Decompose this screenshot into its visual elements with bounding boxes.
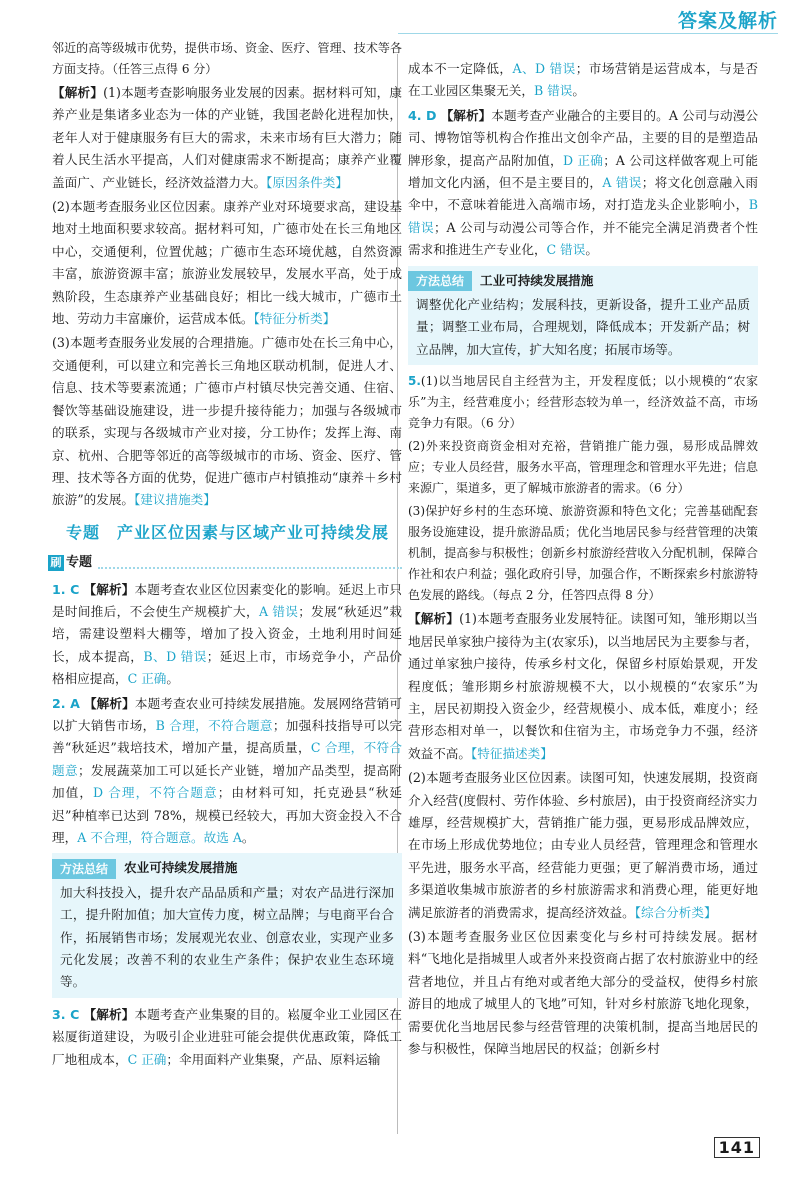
analysis-label: 【解析】 — [83, 1006, 135, 1022]
method-text: 加大科技投入，提升农产品品质和产量；对农产品进行深加工，提升附加值；加大宣传力度，树立品牌；与电商平台合作，拓展销售市场；发展观光农业、创意农业，实现产业多元化发展；改善不利的农业生产条件；保护农业生态环境等。 — [60, 884, 394, 990]
section-title: 专题 产业区位因素与区域产业可持续发展 — [66, 522, 390, 542]
q3-text: 。 — [572, 83, 585, 99]
q4-text: ；将文化创意融入雨伞中，不意味着能进入高端市场，对打造龙头企业影响小， — [408, 175, 759, 213]
analysis-text-3: (3)本题考查服务业发展的合理措施。广德市处在长三角中心，交通便利，可以建立和完善长三角地区联动机制，促进人才、信息、技术等要素流通；广德市卢村镇尽快完善交通、住宿、餐饮等基础设施建设，进一步提升接待能力；加强与各级城市的联系，实现与各级城市产业对接，分工协作；发挥上海、南京、杭州、合肥等邻近的高等级城市的市场、资金、医疗、管理、技术等各方面的优势，促进广德市卢村镇推动“康养＋乡村旅游”的发展。 — [52, 335, 402, 508]
method-badge: 方法总结 — [408, 271, 472, 291]
dotted-rule — [98, 557, 402, 569]
question-5-answer-1 — [408, 371, 758, 434]
question-4 — [408, 105, 758, 262]
question-3-continued — [408, 58, 758, 103]
practice-icon: 刷 — [48, 555, 64, 571]
question-5-answer-3: (3)保护好乡村的生态环境、旅游资源和特色文化；完善基础配套服务设施建设，提升旅游品质；优化当地居民参与经营管理的决策机制，提高参与积极性；创新乡村旅游经营收入分配机制，保障合作社和农户利益；强化政府引导，加强合作，不断探索乡村旅游特色发展的路线。（每点 2 分，任答四点得 8 分） — [408, 504, 758, 603]
practice-header — [48, 552, 402, 574]
analysis-label: 【解析】 — [83, 581, 135, 597]
q4-highlight: B 错误 — [408, 197, 758, 235]
header-rule — [398, 33, 778, 34]
q3-text: 本题考查产业集聚的目的。崧厦伞业工业园区在崧厦街道建设，为吸引企业进驻可能会提供优惠政策，降低工厂地租成本， — [52, 1006, 402, 1067]
tag-suggestion: 【建议措施类】 — [134, 492, 216, 508]
tag-feature-description: 【特征描述类】 — [470, 745, 553, 761]
left-column — [52, 38, 402, 1073]
tag-reason: 【原因条件类】 — [266, 174, 348, 190]
q4-text: 本题考查产业融合的主要目的。A 公司与动漫公司、博物馆等机构合作推出文创伞产品，主要的目的是塑造品牌形象，提高产品附加值， — [408, 107, 758, 168]
question-number: 5. — [408, 374, 421, 389]
method-header — [408, 270, 750, 292]
question-number: 2. A — [52, 695, 80, 711]
header-title: 答案及解析 — [677, 10, 778, 32]
method-header — [52, 857, 394, 879]
question-5-answer-2: (2)外来投资商资金相对充裕，营销推广能力强，易形成品牌效应；专业人员经营，服务水平高，管理理念和管理水平先进；信息来源广，渠道多，更了解城市旅游者的需求。（6 分） — [408, 439, 758, 496]
analysis-label: 【解析】 — [408, 611, 460, 627]
q4-text: ；A 公司这样做客观上可能增加文化内涵，但不是主要目的， — [408, 152, 758, 191]
q3-highlight: C 正确 — [127, 1051, 167, 1067]
q2-highlight: D 合理，不符合题意 — [93, 785, 218, 801]
analysis-label: 【解析】 — [83, 695, 135, 711]
analysis-paragraph-2 — [52, 196, 402, 330]
question-1 — [52, 579, 402, 691]
method-summary-box — [408, 266, 758, 366]
q5-answer-text: (1)以当地居民自主经营为主，开发程度低；以小规模的“农家乐”为主，经营难度小；经营形态较为单一，经济效益不高，市场竞争力有限。（6 分） — [408, 374, 758, 431]
q1-highlight: A 错误 — [258, 603, 299, 619]
question-3 — [52, 1004, 402, 1071]
q4-text: 。 — [585, 242, 598, 258]
q5-analysis-text: (1)本题考查服务业发展特征。读图可知，雏形期以当地居民单家独户接待为主(农家乐)，以当地居民为主要参与者，通过单家独户接待，传承乡村文化，保留乡村原始景观，开发程度低；雏形期乡村旅游规模不大，以小规模的“农家乐”为主，居民初期投入资金少，经营规模小、成本低，难度小；经营形态相对单一，以餐饮和住宿为主，市场竞争力不强，经济效益不高。 — [408, 611, 759, 761]
analysis-label: 【解析】 — [52, 85, 104, 100]
q3-text: ；伞用面料产业集聚，产品、原料运输 — [166, 1051, 381, 1067]
q2-highlight: B 合理，不符合题意 — [155, 717, 273, 733]
question-number: 1. C — [52, 581, 80, 597]
question-5-analysis-3: (3)本题考查服务业区位因素变化与乡村可持续发展。据材料“飞地化是指城里人或者外来投资商占据了农村旅游业中的经营者地位，并且占有绝对或者绝大部分的受益权，使得乡村旅游目的地成了城里人的飞地”可知，针对乡村旅游飞地化现象，需要优化当地居民参与经营管理的决策机制，提高当地居民的参与积极性，保障当地居民的权益；创新乡村 — [408, 928, 758, 1056]
analysis-text-1: (1)本题考查影响服务业发展的因素。据材料可知，康养产业是集诸多业态为一体的产业链，我国老龄化进程加快，老年人对于健康服务有巨大的需求，未来市场有巨大潜力；随着人民生活水平提高，人们对健康需求不断提高；康养产业覆盖面广、产业链长，经济效益潜力大。 — [52, 85, 403, 190]
q3-highlight: B 错误 — [533, 83, 573, 99]
q4-highlight: C 错误 — [546, 242, 586, 258]
q1-text: 。 — [166, 671, 179, 687]
question-number: 4. D — [408, 107, 437, 123]
question-5-analysis-2 — [408, 767, 758, 924]
tag-comprehensive: 【综合分析类】 — [634, 904, 717, 920]
analysis-text-2: (2)本题考查服务业区位因素。康养产业对环境要求高，建设基地对土地面积要求较高。据材料可知，广德市处在长三角地区中心，交通便利，位置优越；广德市生态环境优越，自然资源丰富，旅游资源丰富；旅游业发展较早，发展水平高，处于成熟阶段，生态康养产业基础良好；相比一线大城市，广德市土地、劳动力丰富廉价，运营成本低。 — [52, 199, 402, 327]
q4-highlight: A 错误 — [602, 175, 642, 191]
method-summary-box — [52, 853, 402, 997]
q2-highlight: A 不合理，符合题意。故选 A — [77, 830, 242, 845]
q3-text: ；市场营销是运营成本，与是否在工业园区集聚无关， — [408, 61, 759, 99]
q3-text: 成本不一定降低， — [408, 61, 513, 76]
question-2 — [52, 693, 402, 850]
q2-text: 本题考查农业可持续发展措施。发展网络营销可以扩大销售市场， — [52, 695, 402, 733]
q2-text: ；发展蔬菜加工可以延长产业链，增加产品类型，提高附加值， — [52, 762, 403, 801]
method-title: 工业可持续发展措施 — [480, 272, 594, 288]
q2-text: ；加强科技指导可以完善“秋延迟”栽培技术，增加产量，提高质量， — [52, 717, 403, 756]
q5-analysis-text: (2)本题考查服务业区位因素。读图可知，快速发展期，投资商介入经营(度假村、劳作体验、乡村旅居)，由于投资商经济实力雄厚，经营规模扩大，营销推广能力强，更易形成品牌效应，在市场上形成优势地位；由专业人员经营，管理理念和管理水平先进，服务水平高，经营能力更强；更了解消费市场，通过多渠道收集城市旅游者的乡村旅游需求和消费心理，能更好地满足旅游者的消费需求，提高经济效益。 — [408, 770, 758, 920]
tag-feature: 【特征分析类】 — [253, 311, 336, 327]
q1-highlight: C 正确 — [127, 671, 167, 687]
analysis-paragraph-1 — [52, 82, 402, 194]
q3-highlight: A、D 错误 — [512, 61, 576, 76]
q1-text: ；延迟上市，市场竞争小，产品价格相应提高， — [52, 648, 403, 687]
q4-highlight: D 正确 — [562, 152, 604, 168]
method-text: 调整优化产业结构；发展科技，更新设备，提升工业产品质量；调整工业布局，合理规划，降低成本；开发新产品；树立品牌，加大宣传，扩大知名度；拓展市场等。 — [416, 297, 750, 357]
right-column — [408, 58, 758, 1062]
analysis-label: 【解析】 — [440, 107, 492, 123]
question-number: 3. C — [52, 1006, 80, 1022]
q1-text: ；发展“秋延迟”栽培，需建设塑料大棚等，增加了投入资金，土地利用时间延长，成本提高， — [52, 603, 402, 664]
practice-label: 专题 — [66, 555, 93, 571]
q2-text: 。 — [241, 830, 255, 845]
method-badge: 方法总结 — [52, 859, 116, 879]
q1-highlight: B、D 错误 — [143, 648, 207, 664]
q2-text: ；由材料可知，托克逊县“秋延迟”种植率已达到 78%，规模已经较大，再加大资金投入不合理， — [52, 785, 402, 845]
q4-text: ；A 公司与动漫公司等合作，并不能完全满足消费者个性需求和推进生产专业化， — [408, 219, 758, 258]
method-title: 农业可持续发展措施 — [124, 860, 238, 876]
q2-highlight: C 合理，不符合题意 — [52, 740, 402, 778]
question-5-analysis-1 — [408, 608, 758, 765]
q1-text: 本题考查农业区位因素变化的影响。延迟上市只是时间推后，不会使生产规模扩大， — [52, 581, 402, 619]
analysis-paragraph-3 — [52, 332, 402, 511]
page-number: 141 — [714, 1137, 760, 1158]
intro-answer: 邻近的高等级城市优势，提供市场、资金、医疗、管理、技术等各方面支持。（任答三点得 6 分） — [52, 41, 402, 76]
